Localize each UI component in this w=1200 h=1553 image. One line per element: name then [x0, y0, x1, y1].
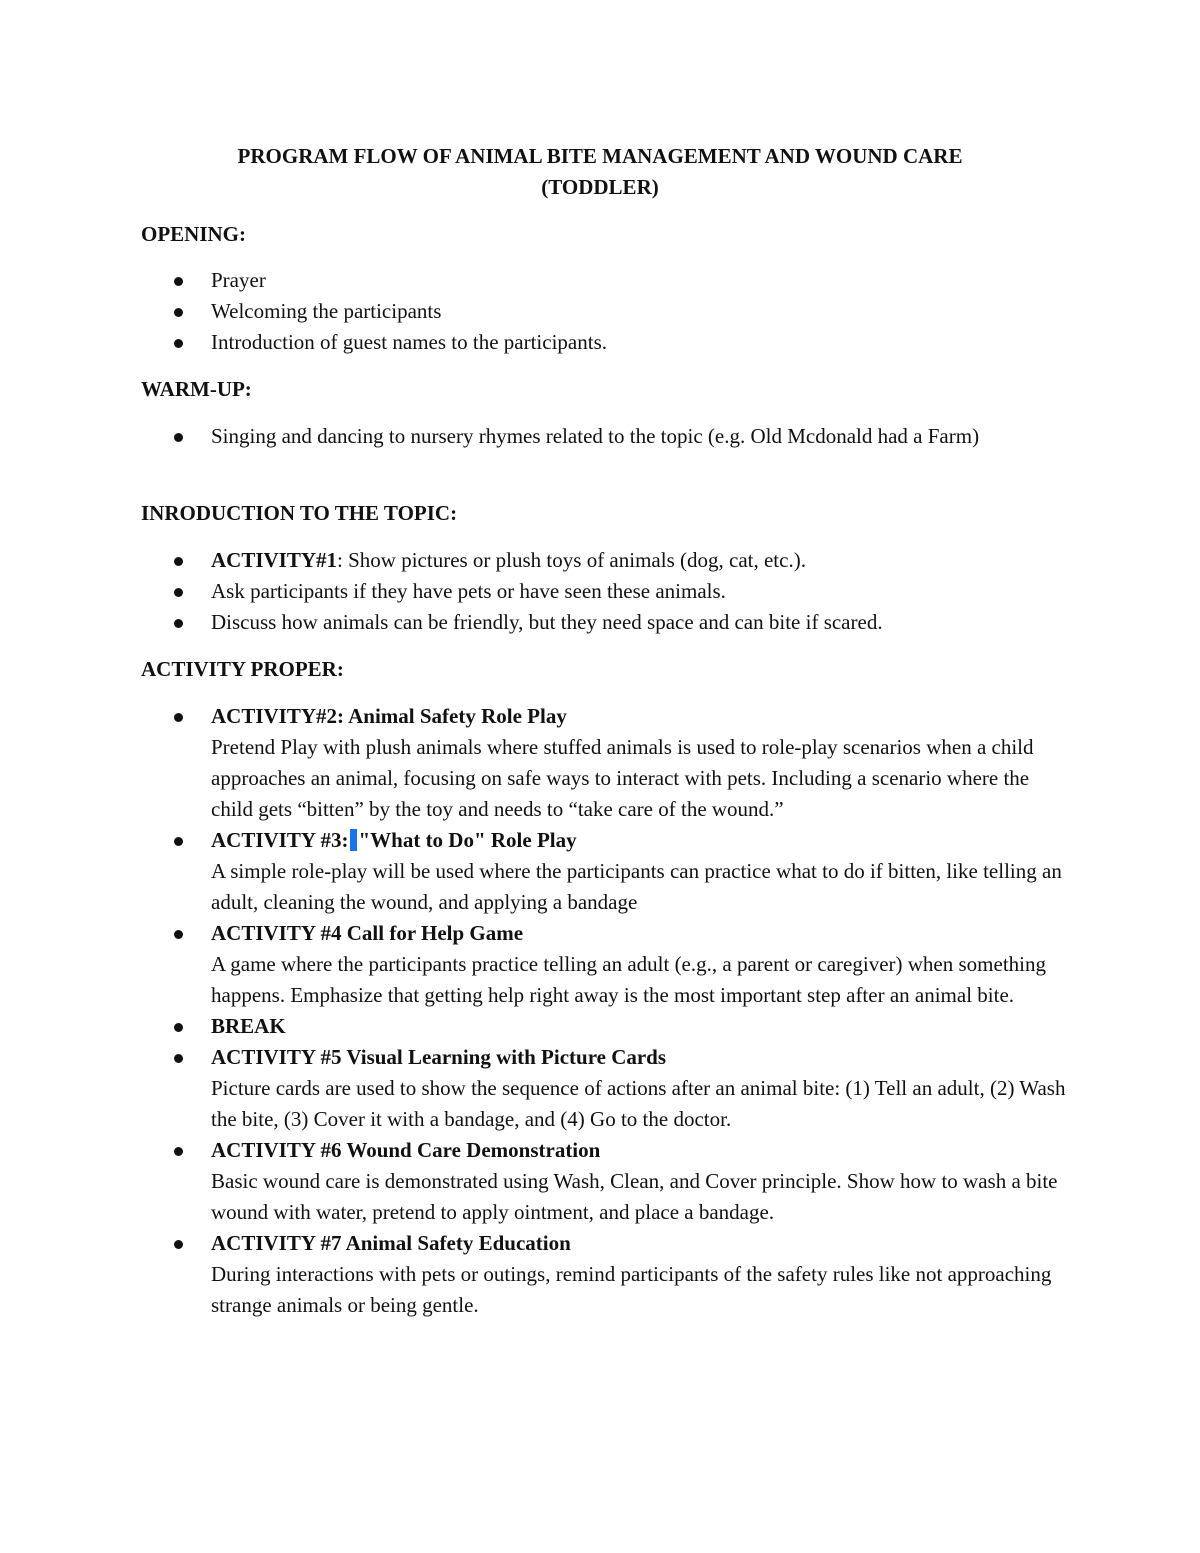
- text-cursor: [350, 829, 357, 851]
- warmup-heading: WARM-UP:: [141, 377, 252, 401]
- list-item: Welcoming the participants: [0, 296, 1200, 327]
- list-item: Discuss how animals can be friendly, but they need space and can bite if scared.: [0, 607, 1200, 638]
- activity-title: ACTIVITY #4 Call for Help Game: [211, 921, 524, 945]
- list-item: [0, 918, 1200, 1011]
- list-item: Singing and dancing to nursery rhymes related to the topic (e.g. Old Mcdonald had a Farm): [0, 421, 1200, 452]
- bullet-icon: [174, 588, 183, 597]
- activity-title: ACTIVITY #7 Animal Safety Education: [211, 1231, 571, 1255]
- list-item: ACTIVITY#1: Show pictures or plush toys of animals (dog, cat, etc.).: [0, 545, 1200, 576]
- list-item: Ask participants if they have pets or have seen these animals.: [0, 576, 1200, 607]
- activity-proper-list: [0, 701, 1200, 1321]
- activity-title: ACTIVITY #5 Visual Learning with Picture Cards: [211, 1045, 667, 1069]
- bullet-icon: [174, 308, 183, 317]
- activity-title: ACTIVITY #3: "What to Do" Role Play: [211, 828, 577, 852]
- activity-description: During interactions with pets or outings, remind participants of the safety rules like not approaching strange animals or being gentle.: [211, 1262, 1052, 1317]
- activity-title: ACTIVITY#2: Animal Safety Role Play: [211, 704, 567, 728]
- list-item: [0, 1042, 1200, 1135]
- list-item: [0, 701, 1200, 825]
- activity-description: A game where the participants practice telling an adult (e.g., a parent or caregiver) when something happens. Emphasize that getting help right away is the most important step after an animal bite.: [211, 952, 1046, 1007]
- bullet-icon: [174, 619, 183, 628]
- activity-description: Pretend Play with plush animals where stuffed animals is used to role-play scenarios when a child approaches an animal, focusing on safe ways to interact with pets. Including a scenario where the child gets “bitten” by the toy and needs to “take care of the wound.”: [211, 735, 1034, 821]
- document-title: [140, 141, 1060, 203]
- activity-description: A simple role-play will be used where the participants can practice what to do if bitten, like telling an adult, cleaning the wound, and applying a bandage: [211, 859, 1062, 914]
- bullet-icon: [174, 433, 183, 442]
- introduction-heading: INRODUCTION TO THE TOPIC:: [141, 501, 458, 525]
- opening-list: [0, 265, 1200, 358]
- activity-description: Picture cards are used to show the sequence of actions after an animal bite: (1) Tell an adult, (2) Wash the bite, (3) Cover it with a bandage, and (4) Go to the doctor.: [211, 1076, 1066, 1131]
- title-line-2: (TODDLER): [541, 175, 659, 199]
- list-item: [0, 825, 1200, 918]
- bullet-icon: [174, 557, 183, 566]
- bullet-icon: [174, 1054, 183, 1063]
- activity-title: ACTIVITY #6 Wound Care Demonstration: [211, 1138, 601, 1162]
- list-item: Introduction of guest names to the participants.: [0, 327, 1200, 358]
- bullet-icon: [174, 713, 183, 722]
- introduction-list: [0, 545, 1200, 638]
- activity-title: BREAK: [211, 1014, 286, 1038]
- activity-proper-heading: ACTIVITY PROPER:: [141, 657, 344, 681]
- bullet-icon: [174, 1147, 183, 1156]
- list-item: [0, 1135, 1200, 1228]
- list-item: Prayer: [0, 265, 1200, 296]
- opening-heading: OPENING:: [141, 222, 246, 246]
- title-line-1: PROGRAM FLOW OF ANIMAL BITE MANAGEMENT AND WOUND CARE: [237, 144, 963, 168]
- bullet-icon: [174, 837, 183, 846]
- list-item: [0, 1011, 1200, 1042]
- bullet-icon: [174, 930, 183, 939]
- bullet-icon: [174, 277, 183, 286]
- list-item: [0, 1228, 1200, 1321]
- bullet-icon: [174, 339, 183, 348]
- warmup-list: [0, 421, 1200, 452]
- activity-description: Basic wound care is demonstrated using Wash, Clean, and Cover principle. Show how to wash a bite wound with water, pretend to apply ointment, and place a bandage.: [211, 1169, 1058, 1224]
- bullet-icon: [174, 1240, 183, 1249]
- bullet-icon: [174, 1023, 183, 1032]
